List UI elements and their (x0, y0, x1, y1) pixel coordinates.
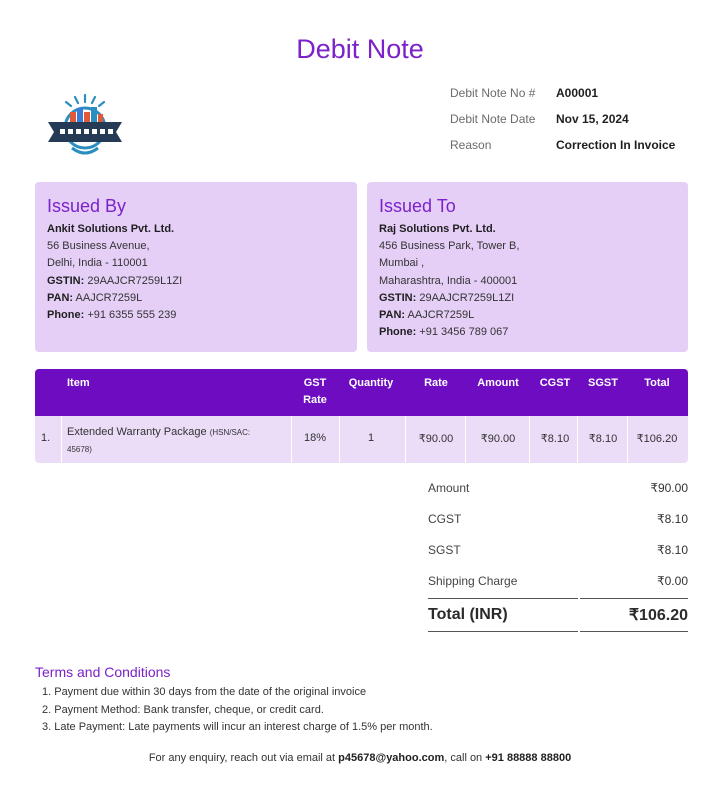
line-items-table (35, 369, 688, 463)
row-item: Extended Warranty Package (HSN/SAC: 45678) (67, 426, 251, 454)
header-amount: Amount (477, 377, 519, 389)
recipient-address-line: Mumbai , (379, 257, 425, 270)
header-rate: Rate (424, 377, 448, 389)
grand-total-label: Total (INR) (428, 606, 508, 623)
terms-list (42, 684, 433, 737)
debit-note-meta (450, 80, 675, 158)
row-rate: ₹90.00 (418, 433, 454, 445)
footer-email: p45678@yahoo.com (338, 752, 445, 764)
grand-total-value: ₹106.20 (628, 607, 688, 624)
totals-label: SGST (428, 542, 461, 557)
issuer-address-line: 56 Business Avenue, (47, 240, 150, 253)
recipient-gstin: GSTIN: 29AAJCR7259L1ZI (379, 291, 515, 304)
issuer-address-line: Delhi, India - 110001 (47, 257, 148, 270)
recipient-name: Raj Solutions Pvt. Ltd. (379, 223, 496, 235)
issuer-phone: Phone: +91 6355 555 239 (47, 309, 177, 322)
header-item: Item (67, 377, 90, 389)
issuer-name: Ankit Solutions Pvt. Ltd. (47, 223, 175, 235)
totals-row-amount (428, 472, 688, 503)
row-gst-rate: 18% (303, 432, 327, 444)
recipient-pan: PAN: AAJCR7259L (379, 309, 475, 322)
totals-row-sgst (428, 534, 688, 565)
terms-item: 1. Payment due within 30 days from the date of the original invoice (42, 686, 367, 698)
totals-value: ₹8.10 (657, 511, 688, 526)
issued-to-panel (367, 182, 688, 352)
terms-item: 2. Payment Method: Bank transfer, cheque, or credit card. (42, 703, 324, 716)
totals-row-shipping (428, 565, 688, 596)
totals-value: ₹8.10 (657, 542, 688, 557)
footer-contact: For any enquiry, reach out via email at p45678@yahoo.com, call on +91 88888 88800 (148, 752, 572, 764)
meta-value: A00001 (556, 86, 599, 100)
document-title: Debit Note (296, 34, 424, 64)
meta-label: Debit Note Date (450, 112, 536, 126)
company-logo-icon (44, 92, 126, 158)
totals-summary (428, 472, 688, 596)
totals-label: CGST (428, 511, 462, 526)
totals-label: Shipping Charge (428, 573, 518, 588)
terms-item: 3. Late Payment: Late payments will incur an interest charge of 1.5% per month. (42, 721, 433, 733)
issued-by-heading: Issued By (47, 196, 127, 216)
totals-value: ₹90.00 (650, 480, 688, 495)
total-divider-gap (578, 598, 580, 632)
recipient-phone: Phone: +91 3456 789 067 (379, 326, 509, 339)
issuer-gstin: GSTIN: 29AAJCR7259L1ZI (47, 274, 183, 287)
header-gst-rate: GST Rate (303, 377, 327, 406)
issued-by-panel (35, 182, 357, 352)
header-sgst: SGST (588, 377, 618, 389)
header-total: Total (644, 377, 670, 389)
terms-heading: Terms and Conditions (35, 664, 171, 680)
meta-value: Nov 15, 2024 (556, 112, 629, 126)
header-quantity: Quantity (348, 377, 394, 389)
totals-row-cgst (428, 503, 688, 534)
row-cgst: ₹8.10 (540, 433, 570, 445)
totals-label: Amount (428, 480, 470, 495)
meta-label: Debit Note No # (450, 86, 536, 100)
row-sgst: ₹8.10 (588, 433, 618, 445)
recipient-address-line: Maharashtra, India - 400001 (379, 274, 518, 287)
row-quantity: 1 (367, 432, 375, 444)
recipient-address-line: 456 Business Park, Tower B, (379, 240, 520, 253)
row-total: ₹106.20 (636, 433, 678, 445)
issued-to-heading: Issued To (379, 196, 456, 216)
grand-total (428, 598, 688, 632)
meta-row-date (450, 106, 675, 132)
footer-phone: +91 88888 88800 (485, 752, 572, 764)
meta-value: Correction In Invoice (556, 138, 676, 152)
meta-label: Reason (450, 138, 492, 152)
row-amount: ₹90.00 (480, 433, 516, 445)
meta-row-reason (450, 132, 675, 158)
header-cgst: CGST (539, 377, 571, 389)
issuer-pan: PAN: AAJCR7259L (47, 291, 143, 304)
row-index: 1. (41, 432, 51, 444)
meta-row-number (450, 80, 675, 106)
totals-value: ₹0.00 (657, 573, 688, 588)
